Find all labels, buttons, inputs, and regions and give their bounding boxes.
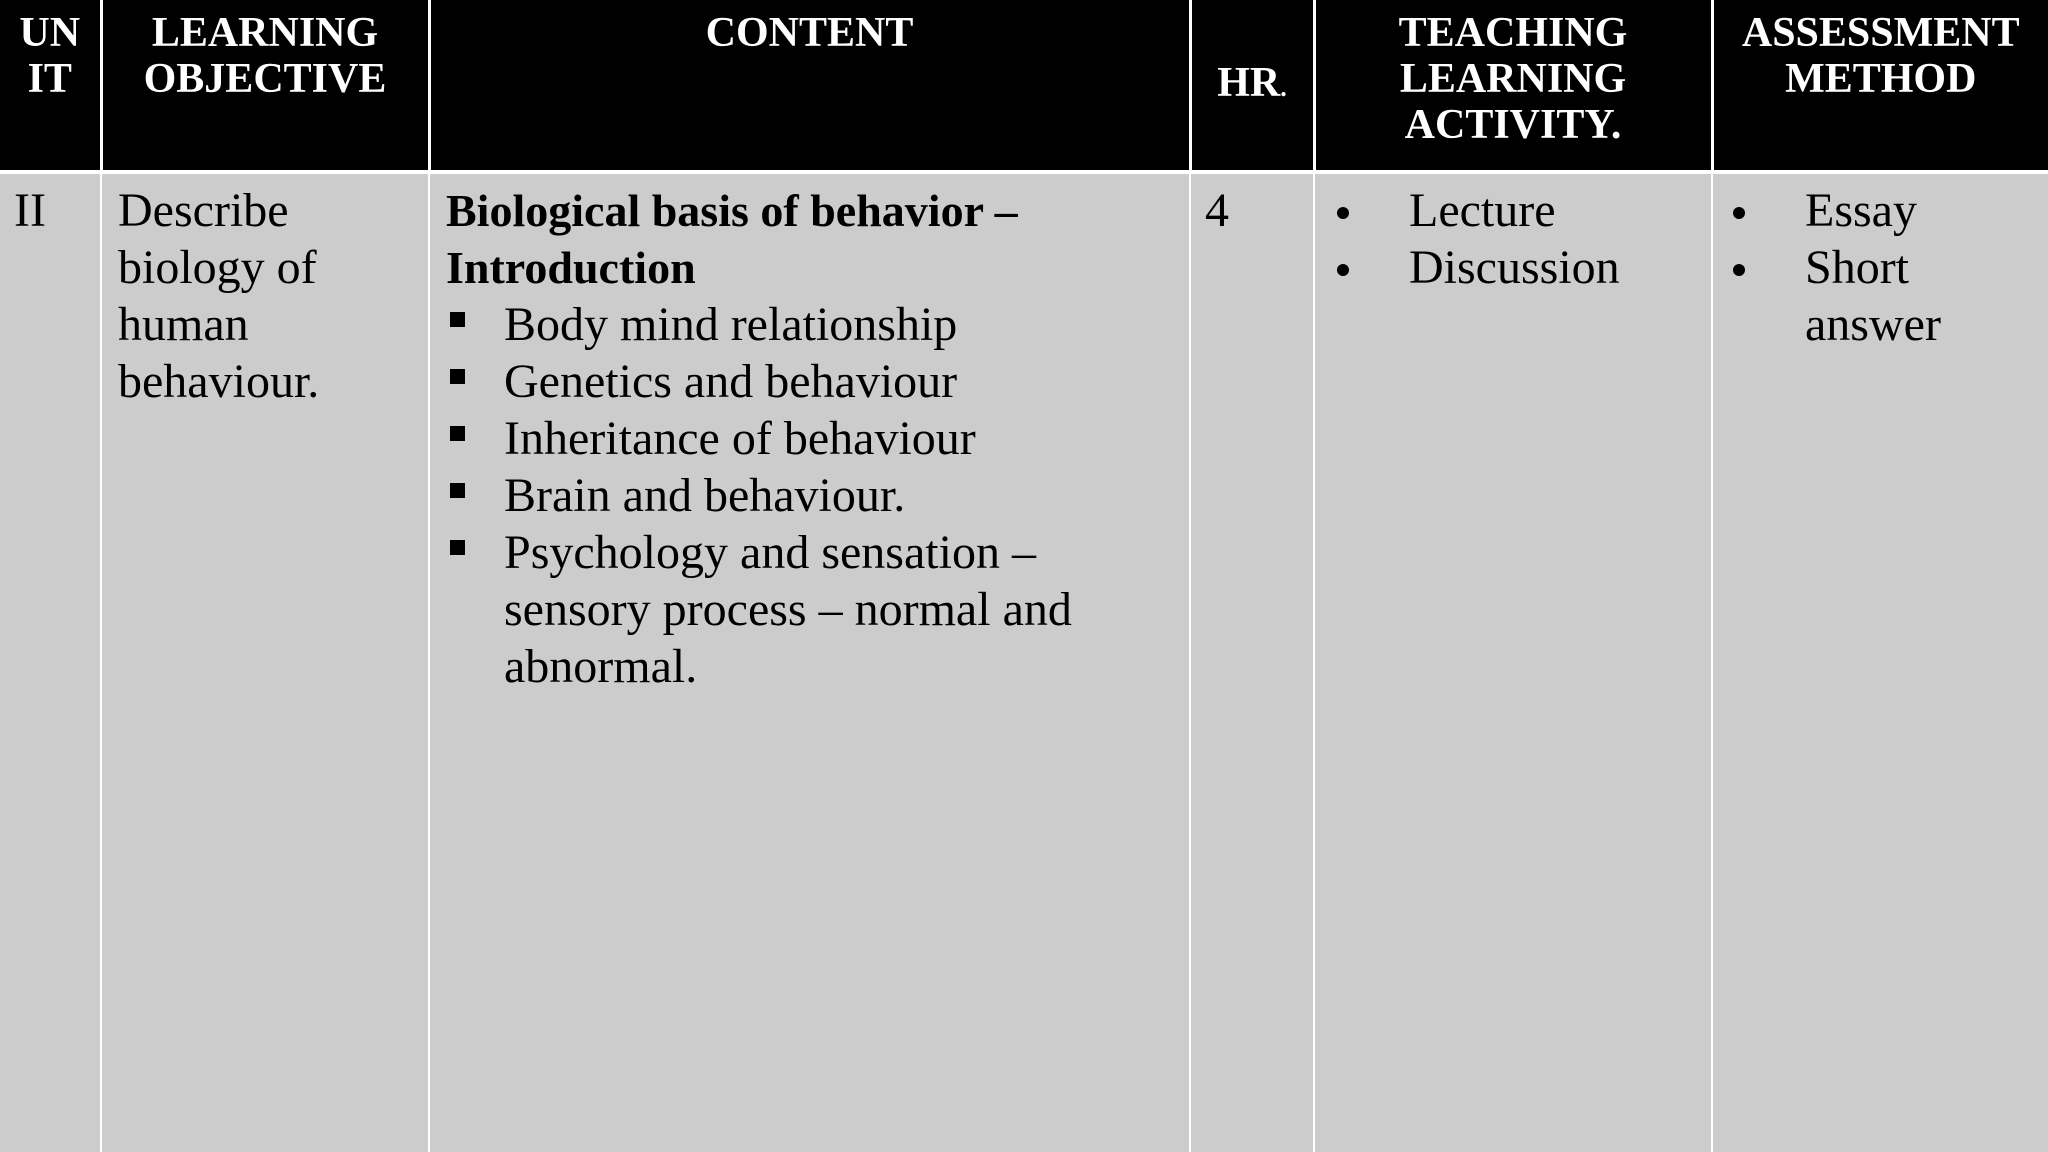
square-bullet-icon [450, 540, 465, 555]
square-bullet-icon [450, 483, 465, 498]
assessment-list-item [1727, 239, 2034, 353]
activity-list-item [1331, 182, 1697, 239]
cell-learning-objective: Describe biology of human behaviour. [101, 172, 429, 1152]
square-bullet-icon [450, 369, 465, 384]
activity-list-item [1331, 239, 1697, 296]
header-hours-dot: . [1280, 72, 1287, 102]
content-item-text: Psychology and sensation – sensory process – normal and abnormal. [504, 526, 1072, 693]
square-bullet-icon [450, 426, 465, 441]
header-hours [1190, 0, 1314, 172]
content-item-text: Inheritance of behaviour [504, 412, 976, 465]
assessment-list [1727, 182, 2034, 353]
activity-list [1331, 182, 1697, 296]
cell-hours: 4 [1190, 172, 1314, 1152]
header-content: CONTENT [429, 0, 1190, 172]
activity-item-text: Lecture [1409, 184, 1556, 237]
content-list-item [446, 410, 1179, 467]
content-item-text: Genetics and behaviour [504, 355, 958, 408]
table-row [0, 172, 2048, 1152]
cell-assessment-method [1712, 172, 2048, 1152]
square-bullet-icon [450, 312, 465, 327]
content-list [446, 296, 1179, 695]
assessment-list-item [1727, 182, 2034, 239]
header-assessment-method: ASSESSMENT METHOD [1712, 0, 2048, 172]
content-item-text: Body mind relationship [504, 298, 958, 351]
content-item-text: Brain and behaviour. [504, 469, 906, 522]
assessment-item-text: Short answer [1805, 241, 1941, 351]
round-bullet-icon [1337, 207, 1349, 219]
activity-item-text: Discussion [1409, 241, 1620, 294]
cell-content [429, 172, 1190, 1152]
cell-unit: II [0, 172, 101, 1152]
cell-teaching-learning-activity [1314, 172, 1712, 1152]
content-title: Biological basis of behavior – Introduction [446, 185, 1018, 293]
table-header-row [0, 0, 2048, 172]
assessment-item-text: Essay [1805, 184, 1917, 237]
content-list-item [446, 524, 1179, 695]
content-list-item [446, 296, 1179, 353]
header-hours-label: HR [1217, 59, 1281, 106]
header-learning-objective: LEARNING OBJECTIVE [101, 0, 429, 172]
round-bullet-icon [1337, 264, 1349, 276]
content-list-item [446, 467, 1179, 524]
header-teaching-learning-activity: TEACHING LEARNING ACTIVITY. [1314, 0, 1712, 172]
header-unit: UN IT [0, 0, 101, 172]
round-bullet-icon [1733, 207, 1745, 219]
content-list-item [446, 353, 1179, 410]
round-bullet-icon [1733, 264, 1745, 276]
